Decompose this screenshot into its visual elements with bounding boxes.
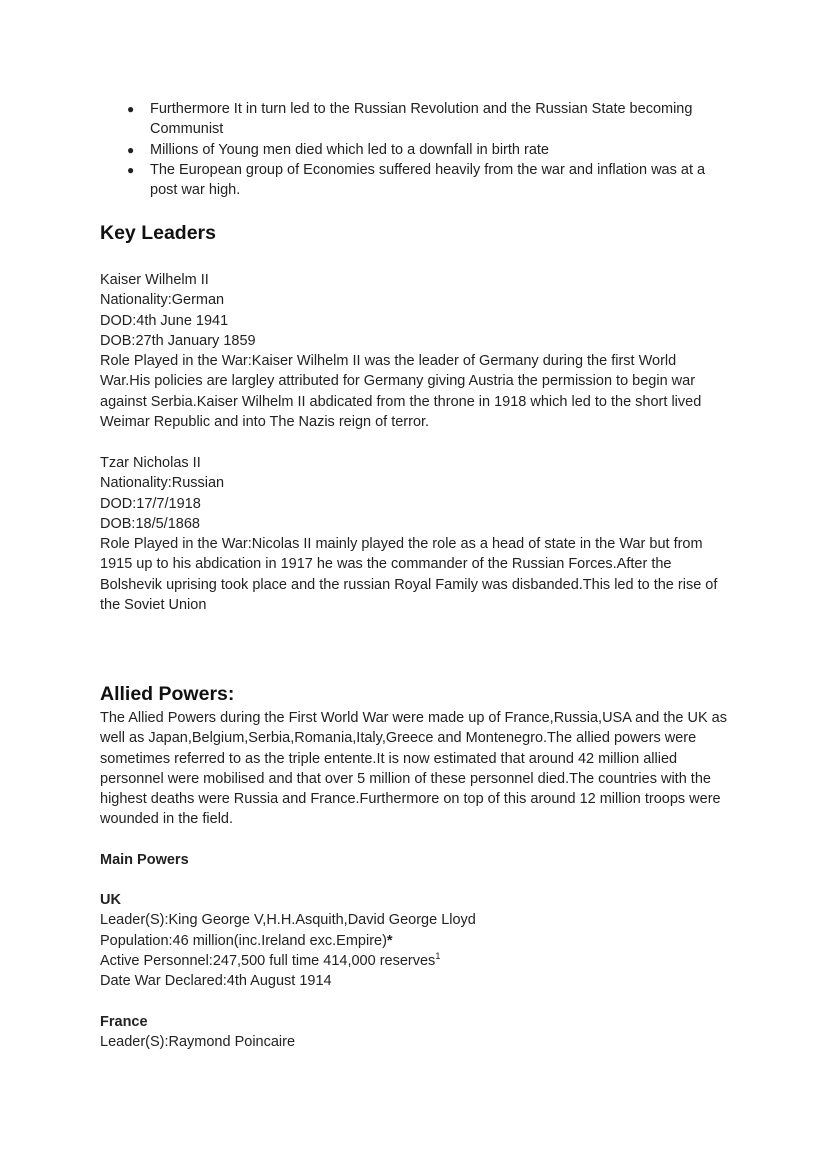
- uk-population: [100, 931, 728, 951]
- leader-role: Role Played in the War:Kaiser Wilhelm II was the leader of Germany during the first World War.His policies are largley attributed for Germany giving Austria the permission to begin war against Serbia.Kaiser Wilhelm II abdicated from the throne in 1918 which led to the short lived Weimar Republic and into The Nazis reign of terror.: [100, 353, 702, 431]
- uk-leaders: Leader(S):King George V,H.H.Asquith,David George Lloyd: [100, 912, 476, 929]
- leader-nationality: Nationality:German: [100, 292, 225, 309]
- allied-intro: [100, 708, 728, 830]
- leader-nationality: Nationality:Russian: [100, 475, 225, 492]
- france-section: [100, 1012, 728, 1053]
- leader-name: Tzar Nicholas II: [100, 455, 201, 471]
- uk-section: [100, 890, 728, 991]
- leader-dob: DOB:27th January 1859: [100, 332, 256, 349]
- allied-intro-text: The Allied Powers during the First World War were made up of France,Russia,USA and the UK as well as Japan,Belgium,Serbia,Romania,Italy,Greece and Montenegro.The allied powers were sometimes referred to as the triple entente.It is now estimated that around 42 million allied personnel were mobilised and that over 5 million of these personnel died.The countries with the highest deaths were Russia and France.Furthermore on top of this around 12 million troops were wounded in the field.: [100, 710, 727, 828]
- consequences-list: [100, 99, 728, 200]
- leader-dod: DOD:4th June 1941: [100, 312, 229, 329]
- france-title: France: [100, 1014, 148, 1030]
- leader-dod: DOD:17/7/1918: [100, 495, 201, 512]
- allied-powers-heading: Allied Powers:: [100, 683, 235, 705]
- uk-personnel: [100, 951, 728, 971]
- france-leaders: Leader(S):Raymond Poincaire: [100, 1034, 296, 1051]
- list-item: [100, 160, 728, 201]
- bullet-icon: ●: [127, 142, 135, 157]
- key-leaders-heading: Key Leaders: [100, 222, 216, 244]
- uk-title: UK: [100, 892, 121, 908]
- main-powers-label: Main Powers: [100, 852, 189, 868]
- bullet-text: Furthermore It in turn led to the Russian Revolution and the Russian State becoming Communist: [150, 101, 693, 138]
- uk-population-mark: *: [386, 932, 393, 949]
- uk-population-text: Population:46 million(inc.Ireland exc.Empire): [100, 932, 387, 949]
- leader-name: Kaiser Wilhelm II: [100, 272, 209, 288]
- leader-dob: DOB:18/5/1868: [100, 515, 200, 532]
- leader-role: Role Played in the War:Nicolas II mainly played the role as a head of state in the War but from 1915 up to his abdication in 1917 he was the commander of the Russian Forces.After the Bolshevik uprising took place and the russian Royal Family was disbanded.This led to the rise of the Soviet Union: [100, 536, 718, 614]
- bullet-text: The European group of Economies suffered heavily from the war and inflation was at a post war high.: [150, 161, 706, 199]
- main-powers-section: [100, 850, 728, 870]
- footnote-link[interactable]: 1: [435, 951, 441, 962]
- list-item: [100, 140, 728, 160]
- leader-kaiser-wilhelm: [100, 270, 728, 432]
- bullet-icon: ●: [127, 102, 135, 116]
- list-item: [100, 99, 728, 140]
- bullet-text: Millions of Young men died which led to a downfall in birth rate: [150, 141, 549, 158]
- uk-personnel-text: Active Personnel:247,500 full time 414,000 reserves: [100, 952, 436, 969]
- uk-declared: Date War Declared:4th August 1914: [100, 973, 332, 990]
- leader-tzar-nicholas: [100, 453, 728, 615]
- bullet-icon: ●: [127, 162, 135, 177]
